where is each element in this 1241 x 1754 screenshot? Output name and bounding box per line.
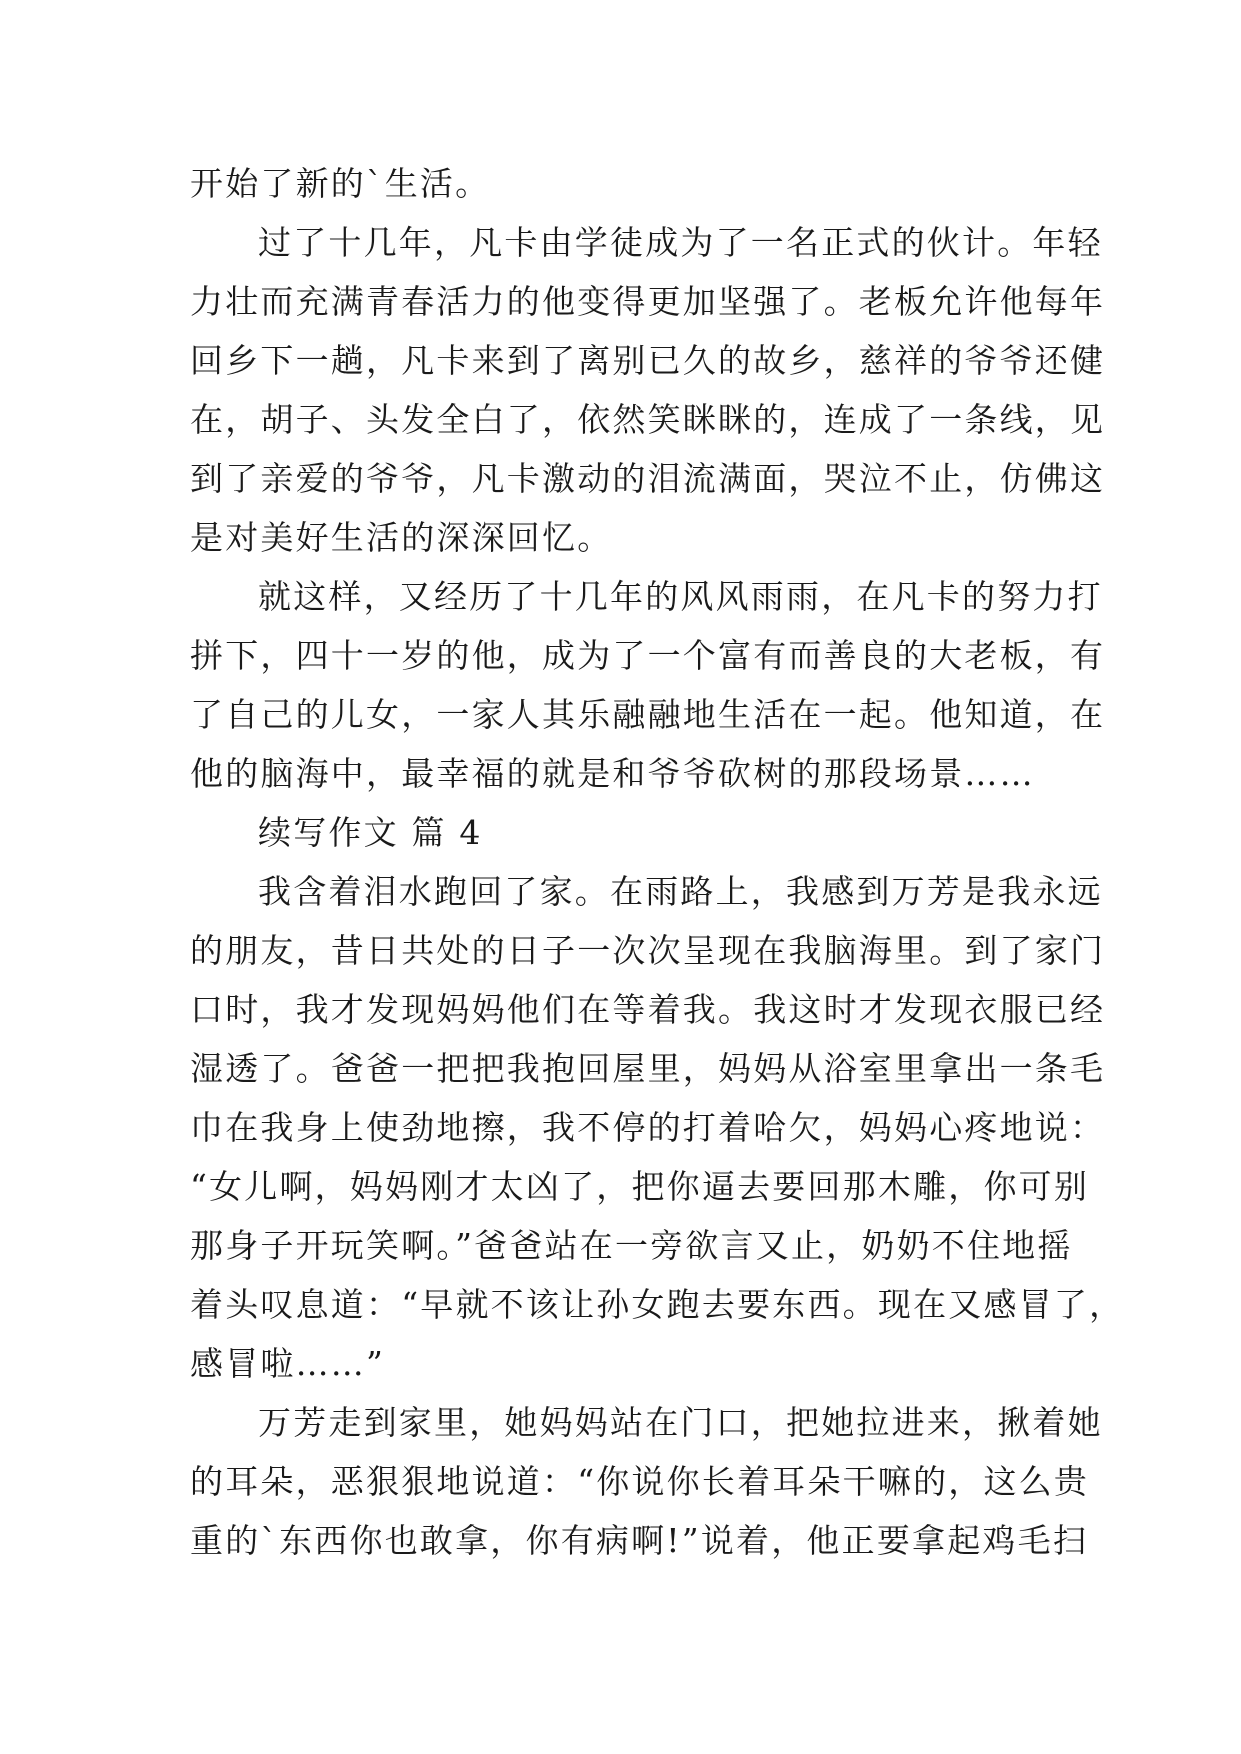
text-line: 的耳朵，恶狠狠地说道：“你说你长着耳朵干嘛的，这么贵: [190, 1462, 1090, 1501]
text-line: 是对美好生活的深深回忆。: [190, 518, 613, 557]
text-line: 的朋友，昔日共处的日子一次次呈现在我脑海里。到了家门: [190, 931, 1106, 970]
body-text: [190, 154, 1125, 1570]
text-line: 过了十几年，凡卡由学徒成为了一名正式的伙计。年轻: [258, 223, 1103, 262]
text-line: 口时，我才发现妈妈他们在等着我。我这时才发现衣服已经: [190, 990, 1106, 1029]
text-line: 在，胡子、头发全白了，依然笑眯眯的，连成了一条线，见: [190, 400, 1106, 439]
section-heading: 续写作文 篇 4: [258, 813, 483, 852]
text-line: “女儿啊，妈妈刚才太凶了，把你逼去要回那木雕，你可别: [190, 1167, 1090, 1206]
text-line: 我含着泪水跑回了家。在雨路上，我感到万芳是我永远: [258, 872, 1103, 911]
text-line: 力壮而充满青春活力的他变得更加坚强了。老板允许他每年: [190, 282, 1106, 321]
text-line: 感冒啦……”: [190, 1344, 386, 1383]
text-line: 那身子开玩笑啊。”爸爸站在一旁欲言又止，奶奶不住地摇: [190, 1226, 1073, 1265]
text-line: 开始了新的`生活。: [190, 164, 491, 203]
text-line: 湿透了。爸爸一把把我抱回屋里，妈妈从浴室里拿出一条毛: [190, 1049, 1106, 1088]
text-line: 重的`东西你也敢拿，你有病啊!”说着，他正要拿起鸡毛扫: [190, 1521, 1089, 1560]
text-line: 万芳走到家里，她妈妈站在门口，把她拉进来，揪着她: [258, 1403, 1103, 1442]
text-line: 就这样，又经历了十几年的风风雨雨，在凡卡的努力打: [258, 577, 1103, 616]
text-line: 到了亲爱的爷爷，凡卡激动的泪流满面，哭泣不止，仿佛这: [190, 459, 1106, 498]
text-line: 拼下，四十一岁的他，成为了一个富有而善良的大老板，有: [190, 636, 1106, 675]
text-line: 巾在我身上使劲地擦，我不停的打着哈欠，妈妈心疼地说：: [190, 1108, 1106, 1147]
text-line: 了自己的儿女，一家人其乐融融地生活在一起。他知道，在: [190, 695, 1106, 734]
text-line: 着头叹息道：“早就不该让孙女跑去要东西。现在又感冒了，: [190, 1285, 1125, 1324]
text-line: 他的脑海中，最幸福的就是和爷爷砍树的那段场景……: [190, 754, 1035, 793]
text-line: 回乡下一趟，凡卡来到了离别已久的故乡，慈祥的爷爷还健: [190, 341, 1106, 380]
